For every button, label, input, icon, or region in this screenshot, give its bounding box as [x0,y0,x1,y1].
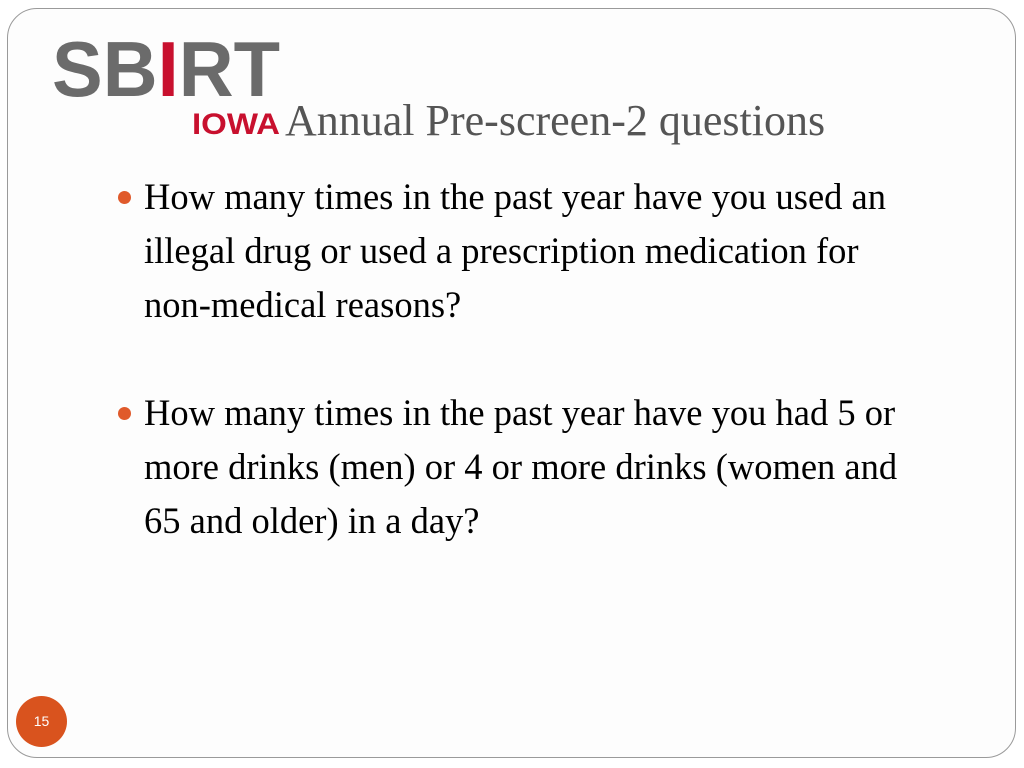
logo-rt: RT [178,34,283,113]
logo-i: I [157,34,180,113]
bullet-dot-icon [118,191,131,204]
bullet-text: How many times in the past year have you had 5 or more drinks (men) or 4 or more drinks (women and 65 and older) in a day? [144,392,898,541]
bullet-item [112,170,932,332]
bullet-list [112,170,932,548]
logo-wordmark [52,34,283,113]
slide-title: Annual Pre-screen-2 questions [285,96,826,145]
sbirt-iowa-logo [52,34,284,138]
logo-sb: SB [52,34,161,113]
logo-iowa: IOWA [192,108,280,138]
bullet-item [112,386,932,548]
bullet-text: How many times in the past year have you used an illegal drug or used a prescription medication for non-medical reasons? [144,176,886,325]
slide-number: 15 [16,696,67,747]
bullet-dot-icon [118,407,131,420]
